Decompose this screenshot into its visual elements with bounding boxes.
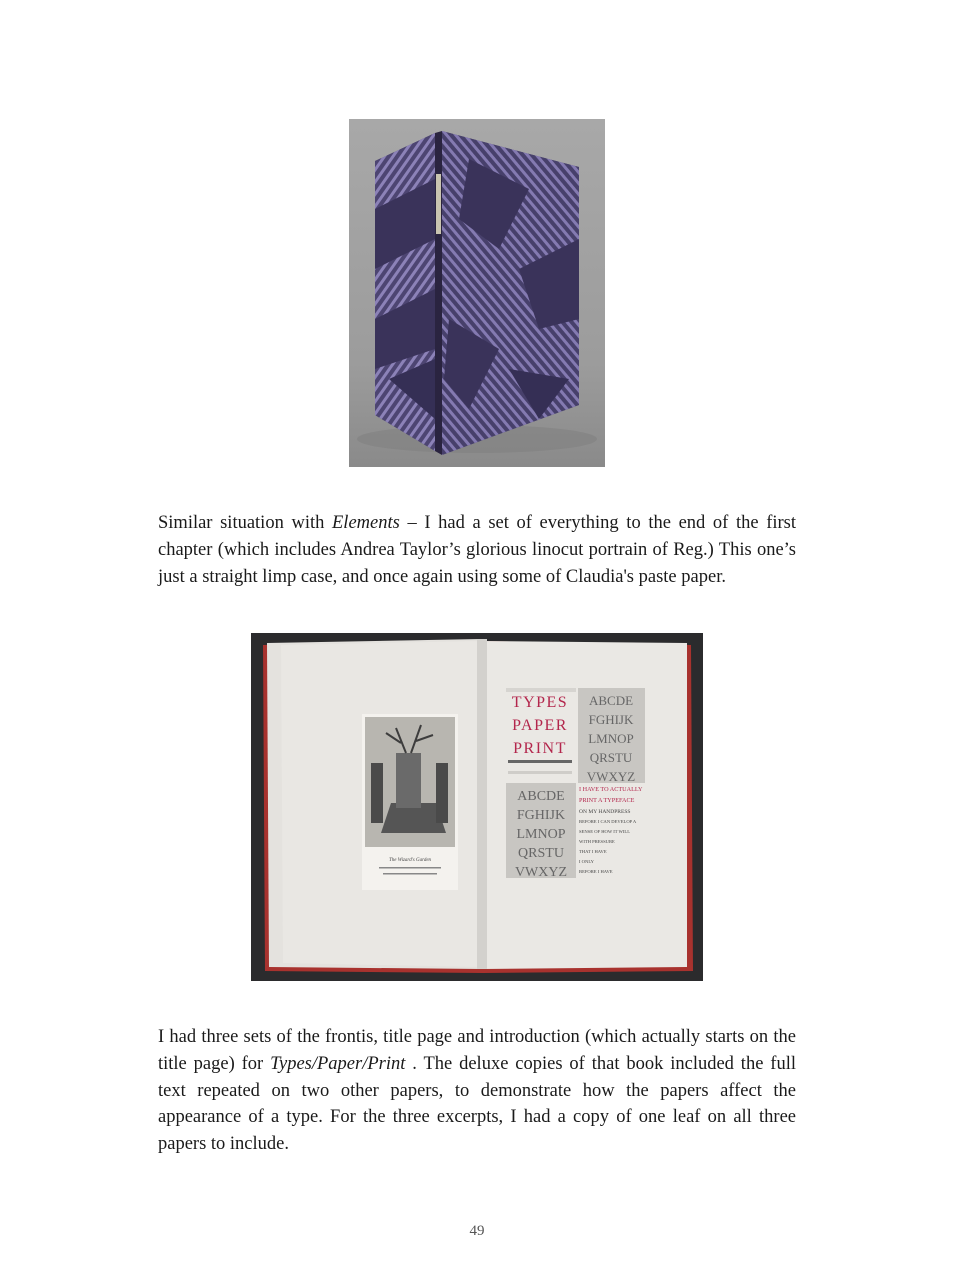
svg-text:QRSTU: QRSTU	[518, 846, 564, 861]
alphabet-panel-upper	[578, 688, 645, 784]
svg-text:SENSE OF HOW IT WILL: SENSE OF HOW IT WILL	[579, 829, 631, 834]
frontispiece-caption: The Wizard's Garden	[388, 858, 432, 863]
svg-text:I ONLY: I ONLY	[579, 859, 594, 864]
svg-text:I HAVE TO ACTUALLY: I HAVE TO ACTUALLY	[579, 786, 643, 793]
open-book-photo	[251, 633, 703, 981]
book-cover-photo	[349, 119, 605, 467]
svg-text:BEFORE I HAVE: BEFORE I HAVE	[579, 869, 613, 874]
svg-text:THAT I HAVE: THAT I HAVE	[579, 849, 607, 854]
book-title-elements: Elements	[332, 513, 400, 533]
alphabet-panel-lower	[506, 783, 576, 880]
paragraph-elements: Similar situation with Elements – I had a set of everything to the end of the first chapter (which includes Andrea Taylor’s glorious linocut portrain of Reg.) This one’s just a straight limp case, and once again using some of Claudia's paste paper.	[158, 513, 796, 587]
title-block	[506, 688, 576, 774]
svg-text:BEFORE I CAN DEVELOP A: BEFORE I CAN DEVELOP A	[579, 819, 637, 824]
svg-text:ABCDE: ABCDE	[517, 789, 565, 804]
svg-text:ON MY HANDPRESS: ON MY HANDPRESS	[579, 809, 631, 815]
svg-text:VWXYZ: VWXYZ	[586, 769, 636, 784]
svg-text:FGHIJK: FGHIJK	[588, 712, 634, 727]
title-types: TYPES	[511, 694, 569, 711]
svg-text:WITH PRESSURE: WITH PRESSURE	[579, 839, 615, 844]
book-title-types-paper-print: Types/Paper/Print	[270, 1053, 406, 1074]
title-print: PRINT	[513, 740, 567, 757]
svg-text:ABCDE: ABCDE	[588, 693, 634, 708]
page-number: 49	[469, 1223, 485, 1239]
paragraph-types-paper-print: I had three sets of the frontis, title page and introduction (which actually starts on the title page) for Types/Paper/Print . The deluxe copies of that book included the full text repeated on two other papers, to demonstrate how the papers affect the appearance of a type. For the three excerpts, I had a copy of one leaf on all three papers to include.	[158, 1027, 796, 1155]
svg-text:QRSTU: QRSTU	[589, 750, 633, 765]
svg-text:PRINT A TYPEFACE: PRINT A TYPEFACE	[579, 797, 635, 804]
svg-text:LMNOP: LMNOP	[588, 731, 634, 746]
svg-text:FGHIJK: FGHIJK	[516, 808, 566, 823]
book-cover-illustration	[349, 119, 605, 467]
title-paper: PAPER	[512, 717, 568, 734]
open-book-illustration	[251, 633, 703, 981]
svg-text:LMNOP: LMNOP	[516, 827, 566, 842]
frontispiece-print	[362, 714, 458, 890]
svg-text:VWXYZ: VWXYZ	[514, 865, 568, 880]
